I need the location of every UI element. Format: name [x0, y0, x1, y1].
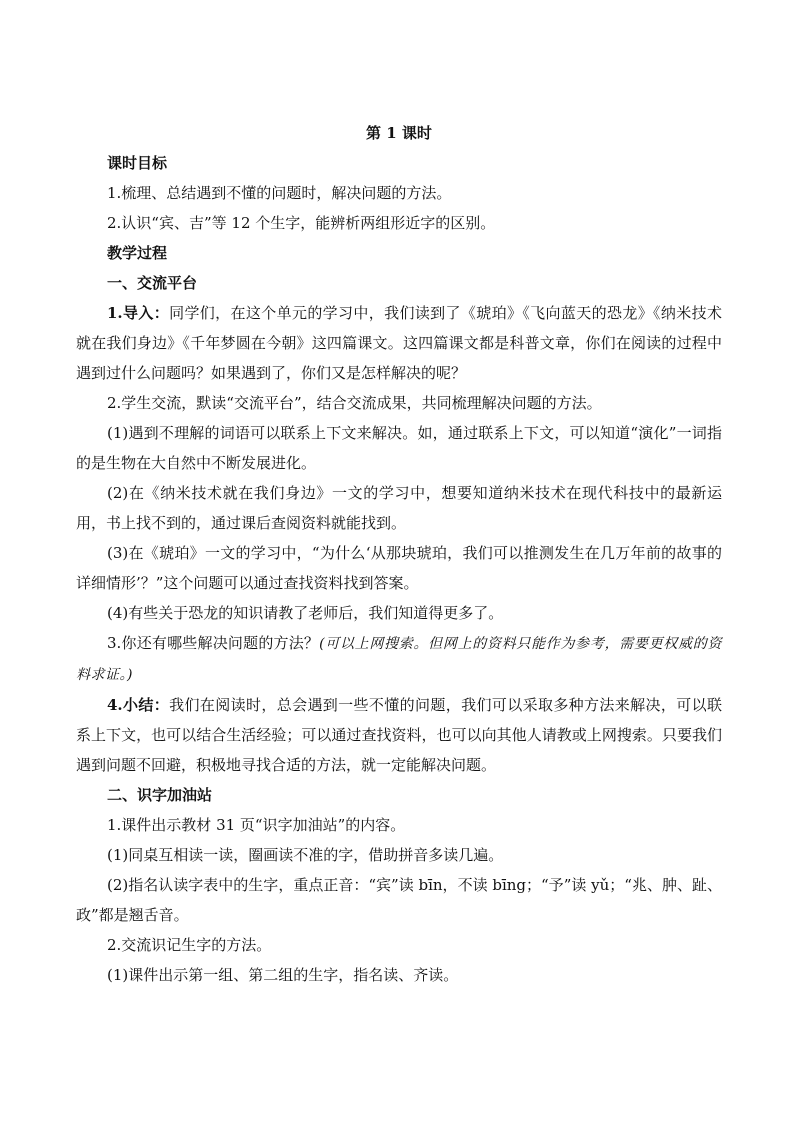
goal-1: 1.梳理、总结遇到不懂的问题时，解决问题的方法。: [107, 184, 452, 202]
paragraph-3-note: (可以上网搜索。但网上的资料只能作为参考，需要更权威的资料求证。): [76, 636, 722, 683]
part1-heading: 一、交流平台: [107, 274, 198, 292]
lesson-content: [76, 118, 722, 990]
process-heading: 教学过程: [107, 244, 168, 262]
paragraph-2-4: (4)有些关于恐龙的知识请教了老师后，我们知道得更多了。: [107, 604, 504, 622]
paragraph-1: [76, 298, 722, 388]
paragraph-2-3: (3)在《琥珀》一文的学习中，“为什么‘从那块琥珀，我们可以推测发生在几万年前的故事的详细情形’？”这个问题可以通过查找资料找到答案。: [76, 544, 722, 592]
paragraph-3: [76, 628, 722, 690]
paragraph-1-text: 同学们，在这个单元的学习中，我们读到了《琥珀》《飞向蓝天的恐龙》《纳米技术就在我们身边》《千年梦圆在今朝》这四篇课文。这四篇课文都是科普文章，你们在阅读的过程中遇到过什么问题吗？如果遇到了，你们又是怎样解决的呢？: [76, 304, 722, 382]
item-2-1: (1)课件出示第一组、第二组的生字，指名读、齐读。: [107, 966, 459, 984]
item-1-1: (1)同桌互相读一读，圈画读不准的字，借助拼音多读几遍。: [107, 846, 504, 864]
goals-heading: 课时目标: [107, 154, 168, 172]
item-1-2: (2)指名认读字表中的生字，重点正音：“宾”读 bīn，不读 bīng；“予”读 yǔ；“兆、肿、趾、政”都是翘舌音。: [76, 876, 722, 924]
page-title: 第 1 课时: [366, 124, 432, 142]
goal-2: 2.认识“宾、吉”等 12 个生字，能辨析两组形近字的区别。: [107, 214, 496, 232]
paragraph-2-1: (1)遇到不理解的词语可以联系上下文来解决。如，通过联系上下文，可以知道“演化”一词指的是生物在大自然中不断发展进化。: [76, 424, 722, 472]
paragraph-2: 2.学生交流，默读“交流平台”，结合交流成果，共同梳理解决问题的方法。: [107, 394, 602, 412]
item-2: 2.交流识记生字的方法。: [107, 936, 272, 954]
item-1: 1.课件出示教材 31 页“识字加油站”的内容。: [107, 816, 406, 834]
paragraph-1-lead: 1.导入：: [107, 304, 170, 322]
part2-heading: 二、识字加油站: [107, 786, 213, 804]
paragraph-3-lead: 3.你还有哪些解决问题的方法？: [107, 634, 320, 652]
paragraph-4-text: 我们在阅读时，总会遇到一些不懂的问题，我们可以采取多种方法来解决，可以联系上下文，也可以结合生活经验；可以通过查找资料，也可以向其他人请教或上网搜索。只要我们遇到问题不回避，积极地寻找合适的方法，就一定能解决问题。: [76, 696, 722, 774]
paragraph-2-2: (2)在《纳米技术就在我们身边》一文的学习中，想要知道纳米技术在现代科技中的最新运用，书上找不到的，通过课后查阅资料就能找到。: [76, 484, 722, 532]
paragraph-4: [76, 690, 722, 780]
paragraph-4-lead: 4.小结：: [107, 696, 170, 714]
